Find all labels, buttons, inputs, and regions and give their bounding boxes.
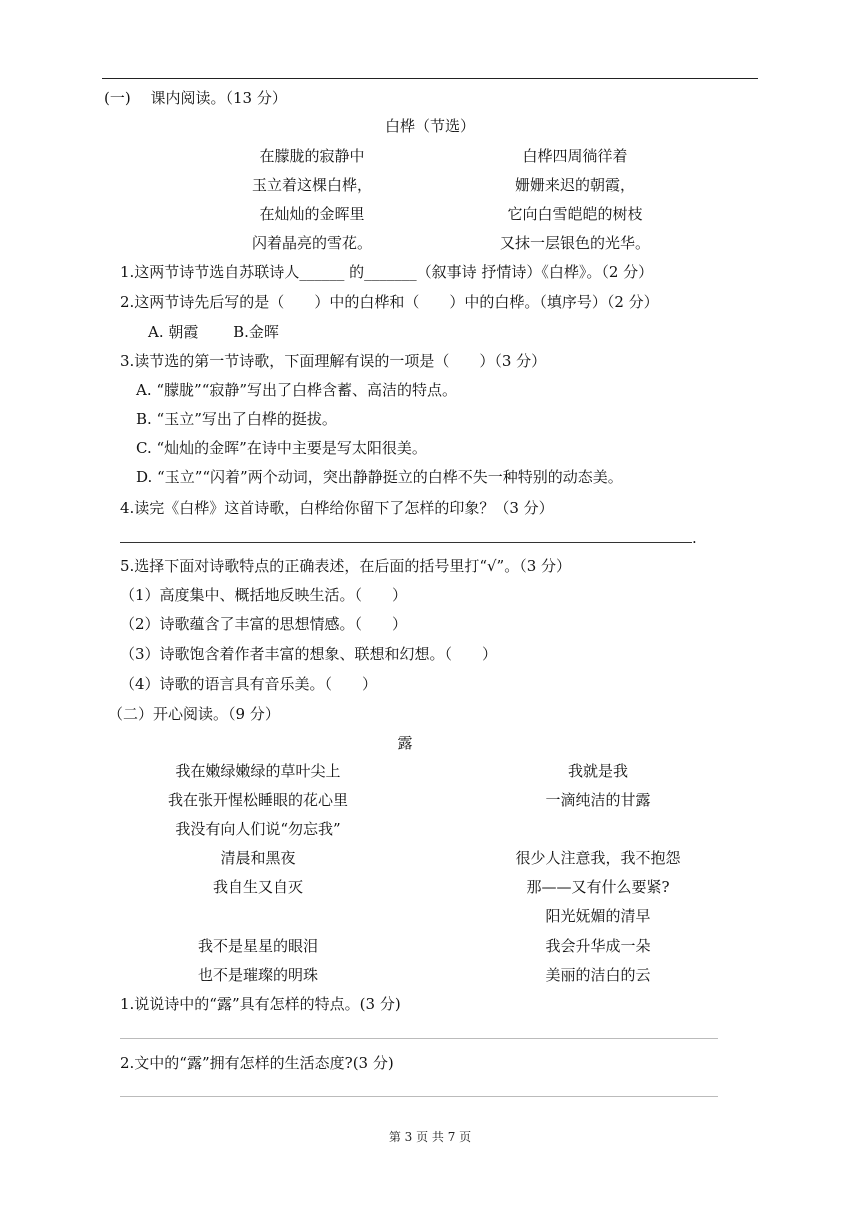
poem-line: 我就是我 <box>567 762 628 780</box>
poem1-title: 白桦（节选） <box>384 117 475 135</box>
poem-line: 清晨和黑夜 <box>220 849 296 867</box>
section2-question-2: 2.文中的“露”拥有怎样的生活态度?(3 分) <box>120 1054 394 1072</box>
section2-heading: （二）开心阅读。（9 分） <box>108 705 280 723</box>
poem-line: 我没有向人们说“勿忘我” <box>175 820 341 838</box>
question-3-option: C. “灿灿的金晖”在诗中主要是写太阳很美。 <box>136 439 427 457</box>
poem-line: 那——又有什么要紧? <box>526 878 670 896</box>
question-3-option: D. “玉立”“闪着”两个动词，突出静静挺立的白桦不失一种特别的动态美。 <box>136 468 623 486</box>
section1-heading: (一) 课内阅读。（13 分） <box>104 89 287 107</box>
page-footer: 第 3 页 共 7 页 <box>388 1130 472 1144</box>
question-3-option: A. “朦胧”“寂静”写出了白桦含蓄、高洁的特点。 <box>136 381 458 399</box>
answer-line[interactable] <box>120 1038 718 1039</box>
poem-line: 美丽的洁白的云 <box>545 966 651 984</box>
poem-line: 一滴纯洁的甘露 <box>545 791 651 809</box>
question-5-item: （3）诗歌饱含着作者丰富的想象、联想和幻想。（ ） <box>120 645 498 663</box>
poem-line: 我在嫩绿嫩绿的草叶尖上 <box>175 762 341 780</box>
answer-line[interactable] <box>120 1096 718 1097</box>
poem-line: 我不是星星的眼泪 <box>197 937 318 955</box>
poem2-title: 露 <box>397 734 413 752</box>
question-4: 4.读完《白桦》这首诗歌，白桦给你留下了怎样的印象？（3 分） <box>120 499 554 517</box>
poem-line: 玉立着这棵白桦， <box>251 176 372 194</box>
poem-line: 我在张开惺松睡眼的花心里 <box>167 791 348 809</box>
question-5-item: （2）诗歌蕴含了丰富的思想情感。（ ） <box>120 615 408 633</box>
poem-line: 我会升华成一朵 <box>545 937 651 955</box>
poem-line: 在灿灿的金晖里 <box>259 205 365 223</box>
question-5-item: （1）高度集中、概括地反映生活。（ ） <box>120 586 408 604</box>
poem-line: 在朦胧的寂静中 <box>259 147 365 165</box>
top-rule <box>102 78 758 79</box>
question-2-options: A. 朝霞 B.金晖 <box>148 323 279 341</box>
poem-line: 又抹一层银色的光华。 <box>499 234 650 252</box>
question-1: 1.这两节诗节选自苏联诗人______ 的_______（叙事诗 抒情诗）《白桦》。（2 分） <box>120 263 654 281</box>
poem-line: 很少人注意我，我不抱怨 <box>515 849 681 867</box>
section2-question-1: 1.说说诗中的“露”具有怎样的特点。(3 分) <box>120 995 401 1013</box>
question-3-option: B. “玉立”写出了白桦的挺拔。 <box>136 410 337 428</box>
question-5-item: （4）诗歌的语言具有音乐美。（ ） <box>120 675 378 693</box>
poem-line: 闪着晶亮的雪花。 <box>251 234 372 252</box>
question-5: 5.选择下面对诗歌特点的正确表述，在后面的括号里打“√”。（3 分） <box>120 557 572 575</box>
answer-line-end: . <box>692 529 697 547</box>
poem-line: 阳光妩媚的清早 <box>545 907 651 925</box>
question-3: 3.读节选的第一节诗歌，下面理解有误的一项是（ ）（3 分） <box>120 352 547 370</box>
poem-line: 白桦四周徜徉着 <box>522 147 628 165</box>
poem-line: 它向白雪皑皑的树枝 <box>507 205 643 223</box>
answer-line[interactable] <box>120 542 692 543</box>
poem-line: 姗姗来迟的朝霞， <box>514 176 635 194</box>
poem-line: 我自生又自灭 <box>212 878 303 896</box>
poem-line: 也不是璀璨的明珠 <box>197 966 318 984</box>
question-2: 2.这两节诗先后写的是（ ）中的白桦和（ ）中的白桦。（填序号）（2 分） <box>120 293 659 311</box>
